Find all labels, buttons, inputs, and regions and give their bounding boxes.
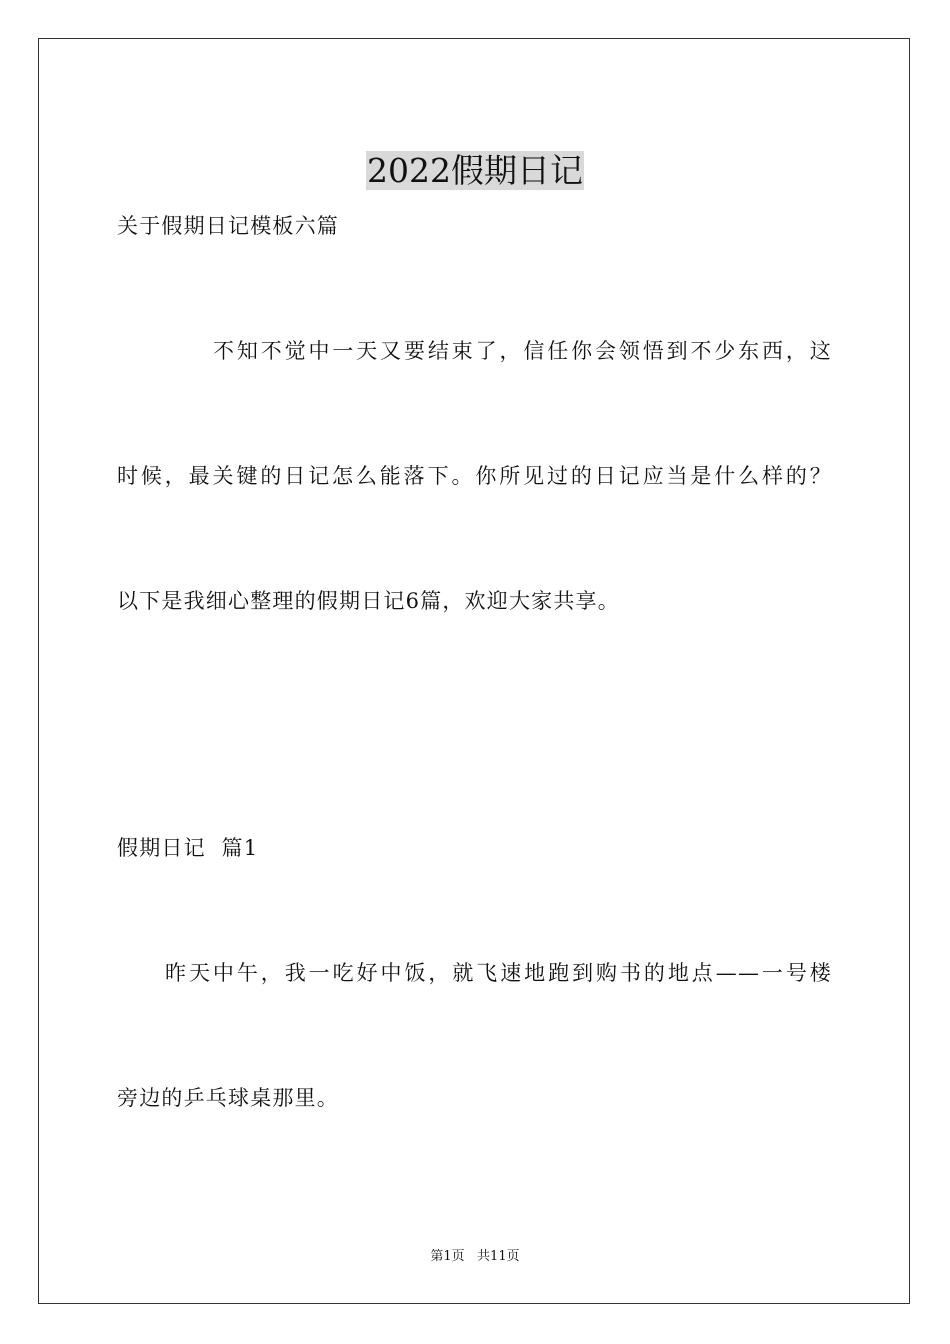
title-text: 2022假期日记: [367, 151, 583, 191]
intro-line-1: 不知不觉中一天又要结束了，信任你会领悟到不少东西，这: [213, 339, 832, 363]
section-line-2: 旁边的乒乓球桌那里。: [117, 1086, 339, 1110]
document-subtitle: 关于假期日记模板六篇: [117, 214, 339, 238]
page-footer: 第1页 共11页: [430, 1249, 520, 1264]
section-heading: 假期日记 篇1: [117, 836, 259, 860]
intro-line-2: 时候，最关键的日记怎么能落下。你所见过的日记应当是什么样的？: [117, 464, 832, 488]
intro-line-3: 以下是我细心整理的假期日记6篇，欢迎大家共享。: [117, 589, 620, 613]
section-line-1: 昨天中午，我一吃好中饭，就飞速地跑到购书的地点——一号楼: [165, 961, 832, 985]
document-title: [0, 150, 950, 192]
